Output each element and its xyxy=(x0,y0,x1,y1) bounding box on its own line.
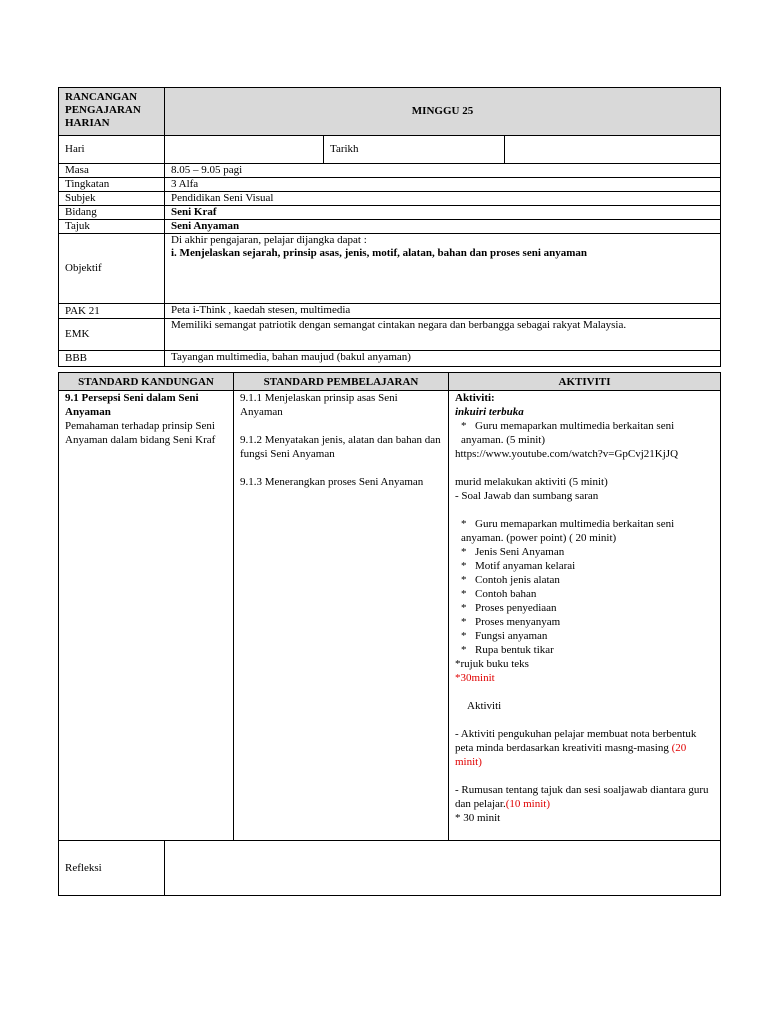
list-item xyxy=(455,573,714,587)
kandungan-cell xyxy=(59,391,234,841)
tarikh-label: Tarikh xyxy=(324,136,505,164)
aktiviti-a6 xyxy=(455,783,714,811)
bbb-label: BBB xyxy=(59,351,165,367)
pembelajaran-cell xyxy=(234,391,449,841)
day-date-table xyxy=(58,135,721,164)
objektif-label: Objektif xyxy=(59,234,165,304)
tarikh-value[interactable] xyxy=(505,136,721,164)
aktiviti-a2: murid melakukan aktiviti (5 minit) xyxy=(455,476,608,488)
list-item xyxy=(455,629,714,643)
list-item xyxy=(455,643,714,657)
week-label: MINGGU 25 xyxy=(165,88,721,136)
kandungan-title: 9.1 Persepsi Seni dalam Seni Anyaman xyxy=(65,392,199,418)
sp-9-1-3: 9.1.3 Menerangkan proses Seni Anyaman xyxy=(240,476,424,488)
aktiviti-a6-text: - Rumusan tentang tajuk dan sesi soaljawab diantara guru dan pelajar. xyxy=(455,784,709,810)
list-item-text: Contoh jenis alatan xyxy=(475,574,560,586)
video-link[interactable]: https://www.youtube.com/watch?v=GpCvj21KjJQ xyxy=(455,448,679,460)
bullet-icon: * xyxy=(461,518,467,530)
bullet-icon: * xyxy=(461,546,467,558)
list-item-text: Contoh bahan xyxy=(475,588,537,600)
hari-label: Hari xyxy=(59,136,165,164)
tajuk-value: Seni Anyaman xyxy=(165,220,721,234)
bullet-icon: * xyxy=(461,602,467,614)
list-item-text: Proses penyediaan xyxy=(475,602,557,614)
aktiviti-a4-text: Guru memaparkan multimedia berkaitan seni anyaman. (power point) ( 20 minit) xyxy=(461,518,675,544)
col-kandungan: STANDARD KANDUNGAN xyxy=(59,373,234,391)
list-item-text: Fungsi anyaman xyxy=(475,630,548,642)
aktiviti-a6-time: (10 minit) xyxy=(505,798,551,810)
refleksi-label: Refleksi xyxy=(59,841,165,896)
bullet-icon: * xyxy=(461,574,467,586)
aktiviti-a5 xyxy=(455,727,714,769)
bidang-label: Bidang xyxy=(59,206,165,220)
objektif-item: i. Menjelaskan sejarah, prinsip asas, jenis, motif, alatan, bahan dan proses seni anyaman xyxy=(171,247,588,259)
header-table xyxy=(58,87,721,136)
bidang-value: Seni Kraf xyxy=(165,206,721,220)
bullet-icon: * xyxy=(461,644,467,656)
masa-label: Masa xyxy=(59,164,165,178)
list-item xyxy=(455,545,714,559)
emk-label: EMK xyxy=(59,319,165,351)
bbb-value: Tayangan multimedia, bahan maujud (bakul anyaman) xyxy=(165,351,721,367)
tingkatan-value: 3 Alfa xyxy=(165,178,721,192)
activities-table xyxy=(58,372,721,841)
bullet-icon: * xyxy=(461,630,467,642)
emk-value: Memiliki semangat patriotik dengan semangat cintakan negara dan berbangga sebagai rakyat Malaysia. xyxy=(165,319,721,351)
list-item-text: Motif anyaman kelarai xyxy=(475,560,576,572)
list-item xyxy=(455,587,714,601)
list-item xyxy=(455,559,714,573)
subjek-value: Pendidikan Seni Visual xyxy=(165,192,721,206)
pak-label: PAK 21 xyxy=(59,304,165,319)
bullet-icon: * xyxy=(461,588,467,600)
tajuk-label: Tajuk xyxy=(59,220,165,234)
col-aktiviti: AKTIVITI xyxy=(449,373,721,391)
aktiviti-heading: Aktiviti: xyxy=(455,392,495,404)
bullet-icon: * xyxy=(461,616,467,628)
time-30-minit: *30minit xyxy=(455,672,495,684)
list-item xyxy=(455,601,714,615)
sp-9-1-2: 9.1.2 Menyatakan jenis, alatan dan bahan dan fungsi Seni Anyaman xyxy=(240,434,441,460)
aktiviti-a4 xyxy=(455,517,714,545)
list-item-text: Rupa bentuk tikar xyxy=(475,644,554,656)
tingkatan-label: Tingkatan xyxy=(59,178,165,192)
objektif-cell xyxy=(165,234,721,304)
list-item-text: Jenis Seni Anyaman xyxy=(475,546,565,558)
aktiviti-cell xyxy=(449,391,721,841)
aktiviti-total: * 30 minit xyxy=(455,812,501,824)
aktiviti-a1-text: Guru memaparkan multimedia berkaitan seni anyaman. (5 minit) xyxy=(461,420,675,446)
objektif-intro: Di akhir pengajaran, pelajar dijangka dapat : xyxy=(171,234,367,246)
aktiviti-sub: inkuiri terbuka xyxy=(455,406,524,418)
form-title: RANCANGAN PENGAJARAN HARIAN xyxy=(59,88,165,136)
aktiviti-a5-time: (20 minit) xyxy=(455,742,687,768)
subjek-label: Subjek xyxy=(59,192,165,206)
aktiviti-a5-text: - Aktiviti pengukuhan pelajar membuat nota berbentuk peta minda berdasarkan kreativiti masng-masing xyxy=(455,728,697,754)
info-table xyxy=(58,163,721,367)
list-item xyxy=(455,615,714,629)
aktiviti-2-heading: Aktiviti xyxy=(467,700,502,712)
aktiviti-a3: - Soal Jawab dan sumbang saran xyxy=(455,490,599,502)
pak-value: Peta i-Think , kaedah stesen, multimedia xyxy=(165,304,721,319)
bullet-icon: * xyxy=(461,560,467,572)
masa-value: 8.05 – 9.05 pagi xyxy=(165,164,721,178)
refleksi-table xyxy=(58,840,721,896)
kandungan-desc: Pemahaman terhadap prinsip Seni Anyaman dalam bidang Seni Kraf xyxy=(65,420,216,446)
refleksi-value[interactable] xyxy=(165,841,721,896)
hari-value[interactable] xyxy=(165,136,324,164)
list-item-text: Proses menyanyam xyxy=(475,616,561,628)
rujuk-note: *rujuk buku teks xyxy=(455,658,529,670)
aktiviti-a1 xyxy=(455,419,714,447)
sp-9-1-1: 9.1.1 Menjelaskan prinsip asas Seni Anyaman xyxy=(240,392,398,418)
col-pembelajaran: STANDARD PEMBELAJARAN xyxy=(234,373,449,391)
bullet-icon: * xyxy=(461,420,467,432)
